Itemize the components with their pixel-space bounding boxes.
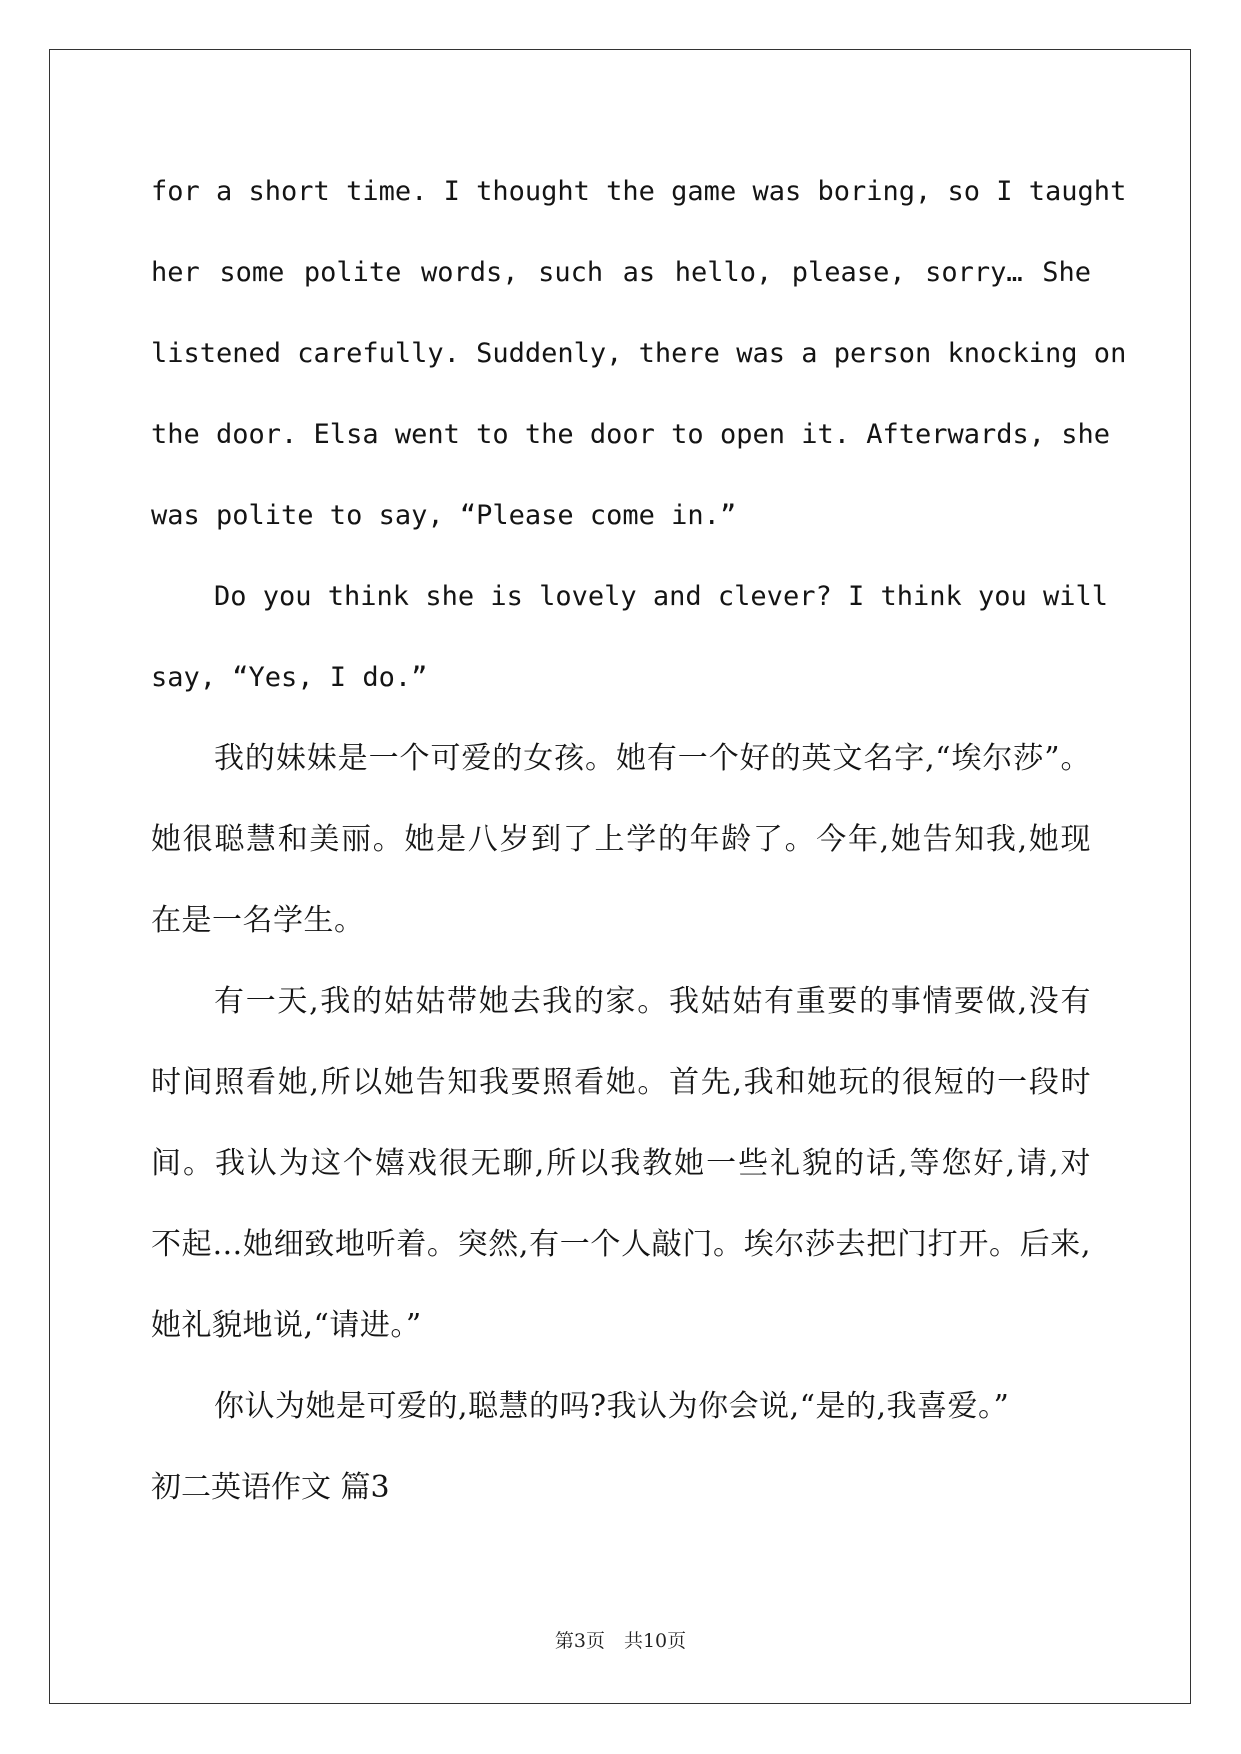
chinese-paragraph-2-line-5: 她礼貌地说,“请进。”	[151, 1308, 422, 1343]
chinese-paragraph-1-line-3: 在是一名学生。	[151, 903, 365, 938]
english-paragraph-1-line-3: listened carefully. Suddenly, there was a person knocking on	[151, 338, 1127, 369]
english-paragraph-2-line-2: say, “Yes, I do.”	[151, 662, 428, 693]
page-number-footer: 第3页 共10页	[554, 1630, 687, 1652]
chinese-paragraph-2-line-2: 时间照看她,所以她告知我要照看她。首先,我和她玩的很短的一段时	[151, 1065, 1091, 1100]
chinese-paragraph-2-line-3: 间。我认为这个嬉戏很无聊,所以我教她一些礼貌的话,等您好,请,对	[151, 1146, 1091, 1181]
english-paragraph-1-line-2: her some polite words, such as hello, please, sorry… She	[151, 257, 1091, 288]
english-paragraph-2-line-1: Do you think she is lovely and clever? I think you will	[214, 581, 1109, 612]
english-paragraph-1-line-1: for a short time. I thought the game was boring, so I taught	[151, 176, 1127, 207]
chinese-paragraph-1-line-2: 她很聪慧和美丽。她是八岁到了上学的年龄了。今年,她告知我,她现	[151, 822, 1091, 857]
chinese-paragraph-3-line-1: 你认为她是可爱的,聪慧的吗?我认为你会说,“是的,我喜爱。”	[214, 1389, 1010, 1424]
section-heading: 初二英语作文 篇3	[151, 1470, 390, 1505]
english-paragraph-1-line-5: was polite to say, “Please come in.”	[151, 500, 737, 531]
english-paragraph-1-line-4: the door. Elsa went to the door to open it. Afterwards, she	[151, 419, 1111, 450]
chinese-paragraph-1-line-1: 我的妹妹是一个可爱的女孩。她有一个好的英文名字,“埃尔莎”。	[214, 741, 1091, 776]
chinese-paragraph-2-line-4: 不起…她细致地听着。突然,有一个人敲门。埃尔莎去把门打开。后来,	[151, 1227, 1091, 1262]
chinese-paragraph-2-line-1: 有一天,我的姑姑带她去我的家。我姑姑有重要的事情要做,没有	[214, 984, 1091, 1019]
page-border	[49, 49, 1191, 1704]
